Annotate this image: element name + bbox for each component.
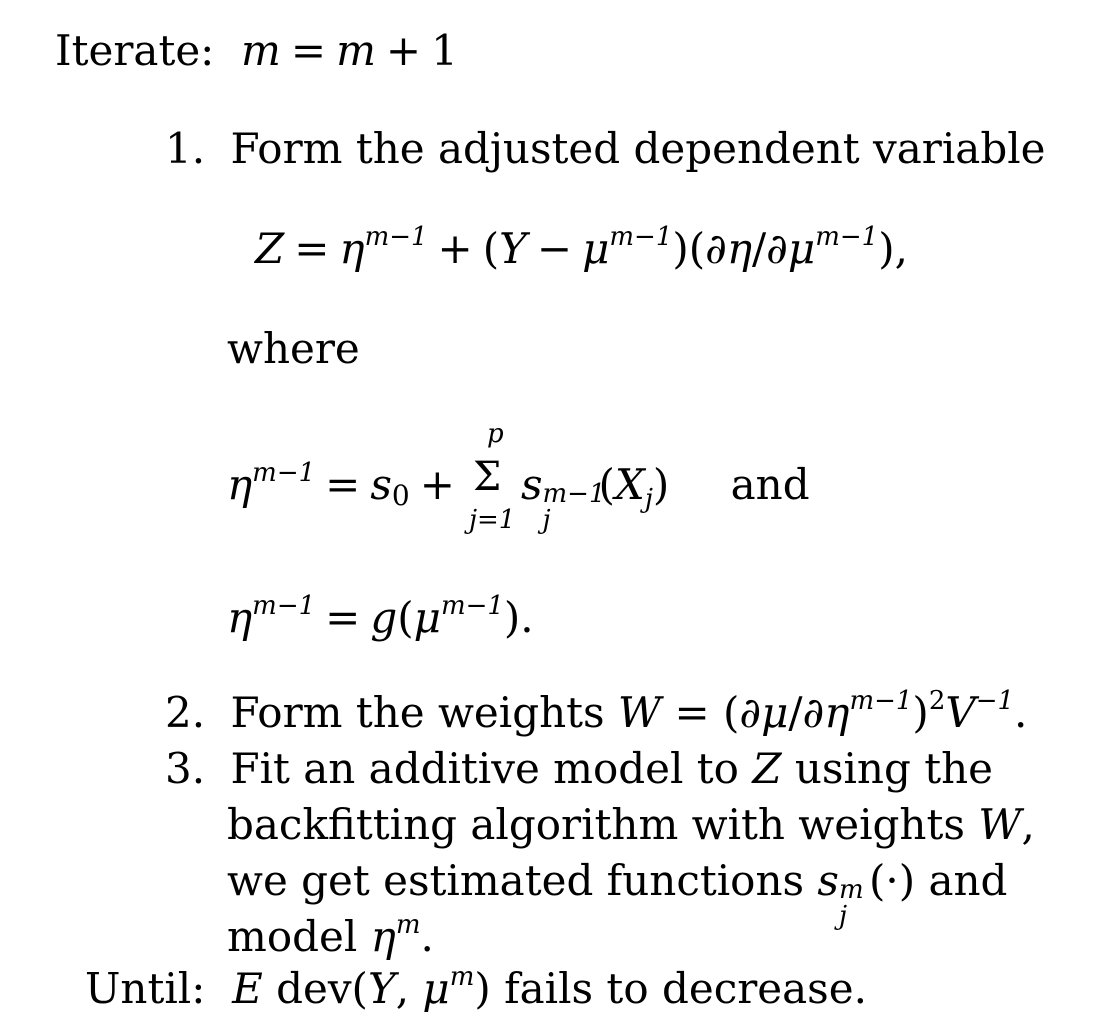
step-3 [165,744,993,793]
step-2-text: Form the weights $W = (\partial\mu/\partial\eta^{m-1})^2V^{-1}$. [230,686,1028,737]
summation-symbol: p Σ j=1 [468,419,516,535]
step-1-number: 1. [165,124,206,173]
equation-eta-sum: $\eta^{m-1} = s0$ + p Σ j=1 s m−1 j (Xj) and [227,419,810,535]
step-2-number: 2. [165,688,206,737]
step-1-text: Form the adjusted dependent variable [230,124,1046,173]
step-1 [165,124,1046,173]
and-word: and [730,460,810,509]
equation-eta-g: $\eta^{m-1} = g(\mu^{m-1})$. [227,591,534,642]
iterate-label: Iterate: [55,26,215,75]
step-3-line-4: model $\eta^m$. [227,910,434,961]
equation-z: $Z = \eta^{m-1} + (Y - \mu^{m-1})(\partial\eta/\partial\mu^{m-1})$, [255,222,908,273]
until-label: Until: [85,964,206,1013]
where-label: where [227,324,360,373]
step-3-line-1: Fit an additive model to Z using the [230,744,993,793]
step-2 [165,686,1028,737]
step-3-number: 3. [165,744,206,793]
step-3-line-2: backfitting algorithm with weights W, [227,800,1035,849]
iterate-expression: m = m + 1 [227,26,458,75]
until-text: E dev(Y, $\mu^m$) fails to decrease. [232,962,867,1013]
iterate-line [55,26,458,75]
until-line [85,962,867,1013]
step-3-line-3: we get estimated functions s m j (·) and [227,856,1008,931]
